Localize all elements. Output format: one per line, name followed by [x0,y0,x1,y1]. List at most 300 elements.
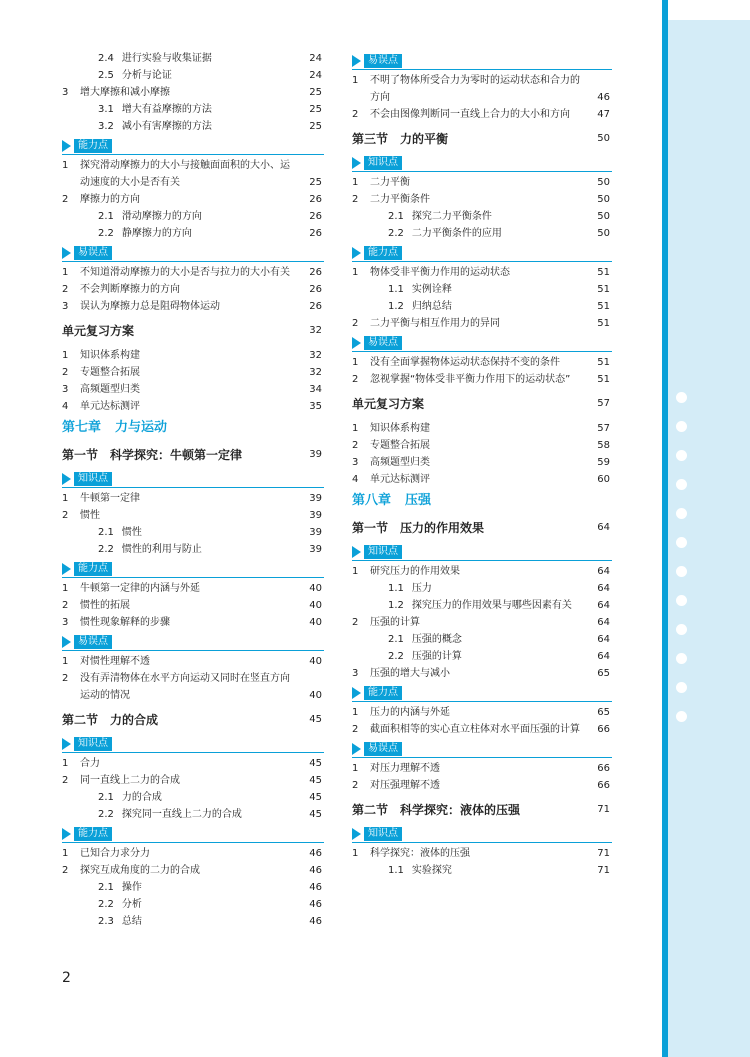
page-ref: 50 [597,228,610,239]
entry-title: 减小有害摩擦的方法 [121,121,212,132]
page-ref: 51 [597,357,610,368]
entry-number: 2.1 [98,882,114,893]
section-title: 单元复习方案 [352,397,425,411]
category-tag-label: 能力点 [74,139,112,153]
category-tag [352,53,612,70]
page-ref: 71 [597,865,610,876]
toc-entry: 3 误认为摩擦力总是阻碍物体运动 26 [62,298,324,315]
entry-title: 高频题型归类 [370,457,430,468]
entry-number: 2.2 [98,228,114,239]
page-ref: 66 [597,763,610,774]
category-tag [352,155,612,172]
entry-number: 2.1 [98,211,114,222]
page-ref: 25 [309,177,322,188]
page-ref: 46 [309,848,322,859]
page-number: 2 [62,970,71,986]
page-ref: 51 [597,318,610,329]
toc-entry: 1 已知合力求分力 46 [62,845,324,862]
play-arrow-icon [62,247,71,259]
page-ref: 26 [309,228,322,239]
toc-section-heading [62,708,324,732]
section-title: 第一节 科学探究：牛顿第一定律 [62,448,243,462]
page-ref: 60 [597,474,610,485]
entry-title: 二力平衡 [370,177,410,188]
entry-title: 牛顿第一定律的内涵与外延 [80,583,200,594]
entry-number: 2.3 [98,916,114,927]
toc-entry: 1 不明了物体所受合力为零时的运动状态和合力的方向 46 [352,72,612,106]
entry-title: 没有弄清物体在水平方向运动又同时在竖直方向运动的情况 [80,673,290,701]
toc-entry [62,67,324,84]
toc-entry: 1 牛顿第一定律的内涵与外延 40 [62,580,324,597]
entry-title: 二力平衡条件 [370,194,430,205]
entry-title: 单元达标测评 [80,401,140,412]
toc-entry: 2 没有弄清物体在水平方向运动又同时在竖直方向运动的情况 40 [62,670,324,704]
category-tag-label: 知识点 [364,827,402,841]
binding-hole-icon [676,537,687,548]
entry-number: 2.1 [388,634,404,645]
page-ref: 59 [597,457,610,468]
page-ref: 50 [597,177,610,188]
page-ref: 39 [309,544,322,555]
toc-entry [352,281,612,298]
page-ref: 26 [309,194,322,205]
toc-entry: 1 科学探究：液体的压强 71 [352,845,612,862]
page-ref: 45 [309,792,322,803]
toc-entry [62,541,324,558]
page-ref: 32 [309,367,322,378]
entry-title: 增大摩擦和减小摩擦 [80,87,170,98]
play-arrow-icon [352,546,361,558]
page-ref: 24 [309,70,322,81]
binding-hole-icon [676,421,687,432]
entry-title: 探究同一直线上二力的合成 [121,809,242,820]
page-ref: 66 [597,780,610,791]
page-ref: 64 [597,617,610,628]
category-tag [62,245,324,262]
page-ref: 51 [597,301,610,312]
page-ref: 40 [309,690,322,701]
play-arrow-icon [62,140,71,152]
entry-number: 2.1 [388,211,404,222]
toc-entry [352,580,612,597]
toc-section-heading [352,798,612,822]
entry-title: 惯性现象解释的步骤 [80,617,170,628]
category-tag [352,741,612,758]
page-ref: 32 [309,350,322,361]
entry-title: 专题整合拓展 [370,440,430,451]
toc-entry: 1 物体受非平衡力作用的运动状态 51 [352,264,612,281]
page-ref: 66 [597,724,610,735]
entry-title: 压强的计算 [370,617,420,628]
entry-title: 研究压力的作用效果 [370,566,460,577]
page-ref: 45 [309,758,322,769]
entry-title: 不会判断摩擦力的方向 [80,284,180,295]
toc-entry: 1 牛顿第一定律 39 [62,490,324,507]
page-ref: 34 [309,384,322,395]
category-tag-label: 知识点 [74,737,112,751]
toc-entry: 2 忽视掌握“物体受非平衡力作用下的运动状态” 51 [352,371,612,388]
page-ref: 45 [309,775,322,786]
category-tag-label: 知识点 [364,545,402,559]
toc-entry: 1 探究滑动摩擦力的大小与接触面面积的大小、运动速度的大小是否有关 25 [62,157,324,191]
section-title: 第三节 力的平衡 [352,132,449,146]
entry-number: 3.2 [98,121,114,132]
toc-entry: 2 专题整合拓展 58 [352,437,612,454]
page-ref: 26 [309,211,322,222]
entry-title: 压强的增大与减小 [370,668,450,679]
category-tag [62,634,324,651]
binding-hole-icon [676,508,687,519]
entry-title: 总结 [121,916,142,927]
entry-title: 对惯性理解不透 [80,656,150,667]
entry-title: 惯性 [121,527,142,538]
section-title: 第一节 压力的作用效果 [352,521,485,535]
toc-entry: 1 研究压力的作用效果 64 [352,563,612,580]
entry-title: 压强的概念 [411,634,462,645]
page-ref: 24 [309,53,322,64]
toc-section-heading [62,443,324,467]
page-ref: 64 [597,522,610,533]
category-tag [62,736,324,753]
entry-number: 3.1 [98,104,114,115]
entry-number: 2.2 [388,651,404,662]
entry-title: 实例诠释 [411,284,452,295]
entry-title: 截面积相等的实心直立柱体对水平面压强的计算 [370,724,580,735]
page-ref: 64 [597,600,610,611]
page-ref: 46 [309,882,322,893]
toc-entry: 3 高频题型归类 34 [62,381,324,398]
binding-hole-icon [676,479,687,490]
page-ref: 64 [597,566,610,577]
play-arrow-icon [62,636,71,648]
entry-title: 静摩擦力的方向 [121,228,192,239]
entry-title: 已知合力求分力 [80,848,150,859]
page-ref: 64 [597,634,610,645]
entry-title: 不明了物体所受合力为零时的运动状态和合力的方向 [370,75,580,103]
toc-entry: 2 摩擦力的方向 26 [62,191,324,208]
toc-entry [352,597,612,614]
entry-title: 惯性 [80,510,100,521]
toc-entry: 3 压强的增大与减小 65 [352,665,612,682]
page-ref: 26 [309,301,322,312]
entry-title: 惯性的拓展 [80,600,130,611]
entry-title: 不会由图像判断同一直线上合力的大小和方向 [370,109,570,120]
entry-title: 没有全面掌握物体运动状态保持不变的条件 [370,357,560,368]
toc-entry: 1 二力平衡 50 [352,174,612,191]
binding-hole-icon [676,711,687,722]
page-ref: 51 [597,284,610,295]
entry-title: 单元达标测评 [370,474,430,485]
chapter-title: 力与运动 [115,420,168,435]
entry-title: 分析 [121,899,142,910]
page-ref: 25 [309,104,322,115]
category-tag-label: 能力点 [364,686,402,700]
entry-number: 2.4 [98,53,114,64]
entry-title: 不知道滑动摩擦力的大小是否与拉力的大小有关 [80,267,290,278]
page-ref: 65 [597,707,610,718]
toc-entry [62,806,324,823]
page-ref: 57 [597,398,610,409]
entry-title: 探究二力平衡条件 [411,211,492,222]
category-tag-label: 易误点 [74,246,112,260]
toc-entry: 1 知识体系构建 57 [352,420,612,437]
entry-title: 进行实验与收集证据 [121,53,212,64]
entry-title: 对压力理解不透 [370,763,440,774]
toc-entry: 1 没有全面掌握物体运动状态保持不变的条件 51 [352,354,612,371]
toc-entry [352,648,612,665]
toc-section-heading [352,392,612,416]
entry-title: 对压强理解不透 [370,780,440,791]
category-tag-label: 知识点 [364,156,402,170]
toc-entry [352,631,612,648]
toc-entry [352,208,612,225]
toc-section-heading [352,516,612,540]
entry-title: 探究压力的作用效果与哪些因素有关 [411,600,572,611]
entry-title: 增大有益摩擦的方法 [121,104,212,115]
play-arrow-icon [62,828,71,840]
toc-entry [62,208,324,225]
page-ref: 65 [597,668,610,679]
category-tag [352,826,612,843]
toc-entry: 3 高频题型归类 59 [352,454,612,471]
page-ref: 39 [309,527,322,538]
toc-entry [62,118,324,135]
page-ref: 47 [597,109,610,120]
toc-entry: 4 单元达标测评 60 [352,471,612,488]
entry-title: 知识体系构建 [370,423,430,434]
play-arrow-icon [352,337,361,349]
entry-number: 2.1 [98,792,114,803]
page-ref: 25 [309,87,322,98]
entry-title: 合力 [80,758,100,769]
toc-entry [62,524,324,541]
page-ref: 71 [597,804,610,815]
toc-entry: 2 不会判断摩擦力的方向 26 [62,281,324,298]
entry-title: 同一直线上二力的合成 [80,775,180,786]
page-ref: 50 [597,133,610,144]
toc-entry: 2 二力平衡条件 50 [352,191,612,208]
entry-title: 力的合成 [121,792,162,803]
entry-title: 惯性的利用与防止 [121,544,202,555]
toc-entry: 2 同一直线上二力的合成 45 [62,772,324,789]
entry-title: 归纳总结 [411,301,452,312]
category-tag [62,138,324,155]
page-ref: 25 [309,121,322,132]
entry-number: 1.1 [388,583,404,594]
play-arrow-icon [62,738,71,750]
page-ref: 40 [309,583,322,594]
category-tag-label: 知识点 [74,472,112,486]
entry-title: 忽视掌握“物体受非平衡力作用下的运动状态” [370,374,571,385]
entry-number: 2.2 [98,809,114,820]
toc-entry: 1 合力 45 [62,755,324,772]
category-tag [352,685,612,702]
play-arrow-icon [352,828,361,840]
toc-entry [352,862,612,879]
page-ref: 46 [309,916,322,927]
chapter-title: 压强 [405,493,432,508]
entry-number: 1.2 [388,600,404,611]
toc-entry: 2 惯性的拓展 40 [62,597,324,614]
page-ref: 45 [309,809,322,820]
page-ref: 58 [597,440,610,451]
toc-entry: 2 对压强理解不透 66 [352,777,612,794]
chapter-number: 第七章 [62,420,102,435]
toc-entry: 1 不知道滑动摩擦力的大小是否与拉力的大小有关 26 [62,264,324,281]
toc-entry [62,50,324,67]
page-ref: 46 [597,92,610,103]
play-arrow-icon [352,743,361,755]
play-arrow-icon [352,157,361,169]
toc-left-column [62,50,324,930]
entry-title: 压强的计算 [411,651,462,662]
toc-entry: 2 二力平衡与相互作用力的异同 51 [352,315,612,332]
toc-chapter-heading [352,490,612,512]
entry-title: 知识体系构建 [80,350,140,361]
entry-number: 2.2 [98,899,114,910]
category-tag-label: 易误点 [364,54,402,68]
page-ref: 57 [597,423,610,434]
entry-number: 2.5 [98,70,114,81]
category-tag-label: 能力点 [74,562,112,576]
play-arrow-icon [62,473,71,485]
side-strip-top-gap [662,0,750,20]
play-arrow-icon [62,563,71,575]
page-ref: 51 [597,267,610,278]
category-tag-label: 易误点 [364,742,402,756]
entry-title: 专题整合拓展 [80,367,140,378]
entry-title: 操作 [121,882,142,893]
toc-entry: 1 对惯性理解不透 40 [62,653,324,670]
category-tag-label: 能力点 [364,246,402,260]
chapter-number: 第八章 [352,493,392,508]
page-ref: 26 [309,267,322,278]
toc-entry: 3 惯性现象解释的步骤 40 [62,614,324,631]
entry-number: 2.2 [98,544,114,555]
page-ref: 50 [597,211,610,222]
side-tab-strip [662,0,750,1057]
category-tag [62,826,324,843]
page-ref: 46 [309,899,322,910]
toc-entry [62,913,324,930]
binding-hole-icon [676,450,687,461]
section-title: 第二节 力的合成 [62,713,159,727]
toc-entry: 2 探究互成角度的二力的合成 46 [62,862,324,879]
page-ref: 40 [309,656,322,667]
entry-number: 2.1 [98,527,114,538]
binding-hole-icon [676,566,687,577]
entry-title: 滑动摩擦力的方向 [121,211,202,222]
category-tag [352,544,612,561]
toc-entry [62,896,324,913]
entry-number: 1.2 [388,301,404,312]
category-tag [62,471,324,488]
entry-title: 科学探究：液体的压强 [370,848,470,859]
page-ref: 71 [597,848,610,859]
page-ref: 39 [309,449,322,460]
toc-section-heading [352,127,612,151]
toc-entry [352,298,612,315]
entry-title: 压力的内涵与外延 [370,707,450,718]
toc-entry: 2 专题整合拓展 32 [62,364,324,381]
page-ref: 26 [309,284,322,295]
entry-title: 摩擦力的方向 [80,194,140,205]
page-ref: 46 [309,865,322,876]
entry-title: 探究滑动摩擦力的大小与接触面面积的大小、运动速度的大小是否有关 [80,160,290,188]
category-tag-label: 易误点 [364,336,402,350]
toc-entry [62,879,324,896]
toc-entry: 1 知识体系构建 32 [62,347,324,364]
page-ref: 40 [309,600,322,611]
entry-title: 探究互成角度的二力的合成 [80,865,200,876]
entry-title: 物体受非平衡力作用的运动状态 [370,267,510,278]
entry-number: 2.2 [388,228,404,239]
play-arrow-icon [352,247,361,259]
toc-entry: 4 单元达标测评 35 [62,398,324,415]
toc-entry: 3 增大摩擦和减小摩擦 25 [62,84,324,101]
page-ref: 64 [597,583,610,594]
section-title: 第二节 科学探究：液体的压强 [352,803,521,817]
entry-title: 实验探究 [411,865,452,876]
page-ref: 64 [597,651,610,662]
play-arrow-icon [352,687,361,699]
toc-entry [62,789,324,806]
entry-title: 误认为摩擦力总是阻碍物体运动 [80,301,220,312]
toc-entry [352,225,612,242]
binding-hole-icon [676,595,687,606]
toc-entry: 2 压强的计算 64 [352,614,612,631]
page-ref: 35 [309,401,322,412]
toc-chapter-heading [62,417,324,439]
toc-entry [62,101,324,118]
page-ref: 51 [597,374,610,385]
page-ref: 40 [309,617,322,628]
toc-right-column [352,50,612,879]
binding-hole-icon [676,682,687,693]
category-tag-label: 易误点 [74,635,112,649]
toc-entry: 2 不会由图像判断同一直线上合力的大小和方向 47 [352,106,612,123]
entry-title: 牛顿第一定律 [80,493,140,504]
toc-entry: 1 对压力理解不透 66 [352,760,612,777]
toc-entry: 2 惯性 39 [62,507,324,524]
entry-title: 压力 [411,583,432,594]
page-ref: 32 [309,325,322,336]
entry-number: 1.1 [388,865,404,876]
binding-hole-icon [676,392,687,403]
toc-entry [62,225,324,242]
entry-title: 高频题型归类 [80,384,140,395]
page-ref: 50 [597,194,610,205]
entry-title: 二力平衡条件的应用 [411,228,502,239]
play-arrow-icon [352,55,361,67]
toc-entry: 2 截面积相等的实心直立柱体对水平面压强的计算 66 [352,721,612,738]
page-ref: 39 [309,510,322,521]
category-tag [62,561,324,578]
category-tag-label: 能力点 [74,827,112,841]
toc-entry: 1 压力的内涵与外延 65 [352,704,612,721]
entry-title: 二力平衡与相互作用力的异同 [370,318,500,329]
entry-number: 1.1 [388,284,404,295]
section-title: 单元复习方案 [62,324,135,338]
toc-section-heading [62,319,324,343]
category-tag [352,335,612,352]
binding-hole-icon [676,624,687,635]
category-tag [352,245,612,262]
page-ref: 45 [309,714,322,725]
entry-title: 分析与论证 [121,70,172,81]
binding-hole-icon [676,653,687,664]
side-strip-band [662,0,668,1057]
